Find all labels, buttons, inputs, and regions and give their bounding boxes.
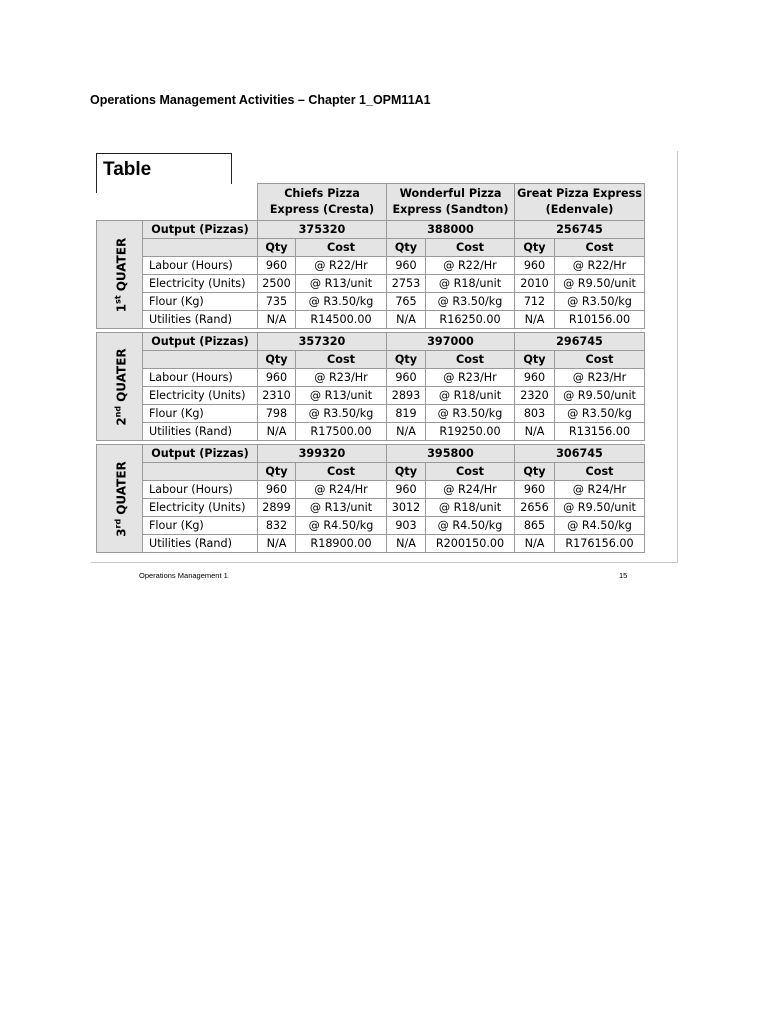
qty-cell: 960 [515, 369, 555, 387]
qty-cell: 960 [387, 481, 426, 499]
qty-cell: N/A [515, 423, 555, 441]
output-value: 395800 [387, 445, 515, 463]
table-row [97, 499, 645, 517]
cost-header: Cost [296, 239, 387, 257]
quarter-ordinal: nd [113, 405, 122, 417]
cost-cell: @ R24/Hr [426, 481, 515, 499]
cost-cell: @ R3.50/kg [296, 293, 387, 311]
cost-cell: @ R22/Hr [296, 257, 387, 275]
quarter-label [97, 333, 143, 441]
table-row [97, 481, 645, 499]
qty-cell: 2893 [387, 387, 426, 405]
qty-cell: 2500 [258, 275, 296, 293]
row-label: Flour (Kg) [143, 293, 258, 311]
footer-left: Operations Management 1 [139, 571, 228, 580]
cost-cell: @ R22/Hr [426, 257, 515, 275]
cost-cell: R19250.00 [426, 423, 515, 441]
page-number: 15 [619, 571, 628, 580]
cost-cell: @ R24/Hr [555, 481, 645, 499]
document-heading: Operations Management Activities – Chapter 1_OPM11A1 [90, 93, 431, 107]
table-row [97, 405, 645, 423]
row-label: Utilities (Rand) [143, 535, 258, 553]
qty-cell: 819 [387, 405, 426, 423]
quarter-word: QUATER [114, 460, 128, 515]
blank-cell [143, 239, 258, 257]
company-header: Chiefs Pizza Express (Cresta) [258, 184, 387, 221]
qty-cell: N/A [387, 535, 426, 553]
row-label: Flour (Kg) [143, 405, 258, 423]
cost-cell: @ R23/Hr [555, 369, 645, 387]
cost-cell: @ R9.50/unit [555, 275, 645, 293]
qty-cell: 2899 [258, 499, 296, 517]
table-row [97, 423, 645, 441]
table-row [97, 275, 645, 293]
qty-cell: 2753 [387, 275, 426, 293]
quarter-word: QUATER [114, 237, 128, 291]
blank-cell [143, 351, 258, 369]
qty-header: Qty [258, 239, 296, 257]
qty-cell: 2010 [515, 275, 555, 293]
qty-cell: 765 [387, 293, 426, 311]
qty-cell: 960 [258, 369, 296, 387]
output-label: Output (Pizzas) [143, 221, 258, 239]
row-label: Utilities (Rand) [143, 423, 258, 441]
qty-header: Qty [515, 463, 555, 481]
quarter-label [97, 221, 143, 329]
cost-cell: @ R9.50/unit [555, 499, 645, 517]
qty-cell: 960 [258, 257, 296, 275]
qty-header: Qty [515, 239, 555, 257]
cost-cell: @ R13/unit [296, 275, 387, 293]
qty-header: Qty [387, 463, 426, 481]
output-value: 256745 [515, 221, 645, 239]
cost-header: Cost [426, 351, 515, 369]
qty-header: Qty [387, 239, 426, 257]
qty-cell: 2320 [515, 387, 555, 405]
cost-cell: R18900.00 [296, 535, 387, 553]
cost-cell: @ R3.50/kg [426, 405, 515, 423]
qty-cell: 960 [258, 481, 296, 499]
qty-cell: 903 [387, 517, 426, 535]
cost-cell: @ R4.50/kg [426, 517, 515, 535]
qty-cell: 2310 [258, 387, 296, 405]
qty-cell: 3012 [387, 499, 426, 517]
cost-header: Cost [296, 463, 387, 481]
quarter-number: 1 [114, 303, 128, 312]
company-header: Wonderful Pizza Express (Sandton) [387, 184, 515, 221]
output-value: 375320 [258, 221, 387, 239]
cost-cell: R176156.00 [555, 535, 645, 553]
qty-cost-header-row [97, 239, 645, 257]
row-label: Flour (Kg) [143, 517, 258, 535]
quarter-ordinal: st [113, 294, 122, 304]
output-value: 397000 [387, 333, 515, 351]
qty-cell: 832 [258, 517, 296, 535]
qty-cell: 712 [515, 293, 555, 311]
table-label-text: Table [103, 159, 152, 180]
qty-cost-header-row [97, 351, 645, 369]
table-row [97, 517, 645, 535]
cost-cell: R200150.00 [426, 535, 515, 553]
cost-cell: @ R3.50/kg [426, 293, 515, 311]
company-header-row [97, 184, 645, 221]
quarter-label [97, 445, 143, 553]
qty-cell: 803 [515, 405, 555, 423]
cost-cell: R17500.00 [296, 423, 387, 441]
cost-cell: @ R23/Hr [296, 369, 387, 387]
qty-cost-header-row [97, 463, 645, 481]
qty-cell: N/A [387, 423, 426, 441]
cost-cell: R14500.00 [296, 311, 387, 329]
cost-header: Cost [296, 351, 387, 369]
row-label: Labour (Hours) [143, 369, 258, 387]
qty-cell: 2656 [515, 499, 555, 517]
qty-cell: N/A [515, 311, 555, 329]
qty-header: Qty [258, 351, 296, 369]
cost-cell: @ R13/unit [296, 499, 387, 517]
qty-header: Qty [387, 351, 426, 369]
quarter-label-text [109, 348, 130, 425]
qty-cell: 960 [515, 257, 555, 275]
qty-cell: 865 [515, 517, 555, 535]
cost-cell: @ R22/Hr [555, 257, 645, 275]
quarter-number: 2 [114, 416, 128, 426]
cost-cell: @ R3.50/kg [555, 405, 645, 423]
cost-cell: @ R9.50/unit [555, 387, 645, 405]
cost-cell: @ R18/unit [426, 275, 515, 293]
cost-cell: @ R3.50/kg [296, 405, 387, 423]
cost-cell: @ R13/unit [296, 387, 387, 405]
cost-header: Cost [555, 351, 645, 369]
qty-cell: N/A [258, 423, 296, 441]
output-row [97, 445, 645, 463]
cost-cell: R13156.00 [555, 423, 645, 441]
qty-cell: 960 [387, 369, 426, 387]
cost-cell: R16250.00 [426, 311, 515, 329]
qty-cell: N/A [515, 535, 555, 553]
quarter-label-text [109, 461, 130, 537]
cost-cell: R10156.00 [555, 311, 645, 329]
cost-cell: @ R18/unit [426, 499, 515, 517]
output-row [97, 333, 645, 351]
row-label: Labour (Hours) [143, 481, 258, 499]
operations-table [96, 183, 645, 553]
qty-header: Qty [515, 351, 555, 369]
cost-header: Cost [426, 463, 515, 481]
cost-header: Cost [426, 239, 515, 257]
cost-cell: @ R4.50/kg [555, 517, 645, 535]
output-label: Output (Pizzas) [143, 333, 258, 351]
row-label: Electricity (Units) [143, 387, 258, 405]
quarter-number: 3 [114, 527, 128, 537]
row-label: Electricity (Units) [143, 275, 258, 293]
output-value: 388000 [387, 221, 515, 239]
company-header: Great Pizza Express (Edenvale) [515, 184, 645, 221]
table-row [97, 369, 645, 387]
output-row [97, 221, 645, 239]
table-row [97, 535, 645, 553]
output-value: 296745 [515, 333, 645, 351]
cost-cell: @ R3.50/kg [555, 293, 645, 311]
cost-cell: @ R23/Hr [426, 369, 515, 387]
qty-cell: 960 [515, 481, 555, 499]
qty-cell: 735 [258, 293, 296, 311]
cost-cell: @ R4.50/kg [296, 517, 387, 535]
cost-cell: @ R18/unit [426, 387, 515, 405]
output-value: 399320 [258, 445, 387, 463]
qty-cell: N/A [387, 311, 426, 329]
quarter-label-text [109, 237, 130, 312]
qty-cell: 798 [258, 405, 296, 423]
cost-header: Cost [555, 239, 645, 257]
cost-cell: @ R24/Hr [296, 481, 387, 499]
cost-header: Cost [555, 463, 645, 481]
table-row [97, 311, 645, 329]
output-label: Output (Pizzas) [143, 445, 258, 463]
qty-header: Qty [258, 463, 296, 481]
row-label: Utilities (Rand) [143, 311, 258, 329]
table-row [97, 257, 645, 275]
row-label: Labour (Hours) [143, 257, 258, 275]
row-label: Electricity (Units) [143, 499, 258, 517]
output-value: 306745 [515, 445, 645, 463]
output-value: 357320 [258, 333, 387, 351]
table-row [97, 293, 645, 311]
table-row [97, 387, 645, 405]
qty-cell: N/A [258, 311, 296, 329]
qty-cell: N/A [258, 535, 296, 553]
blank-cell [143, 463, 258, 481]
quarter-word: QUATER [114, 347, 128, 402]
quarter-ordinal: rd [113, 518, 122, 528]
qty-cell: 960 [387, 257, 426, 275]
